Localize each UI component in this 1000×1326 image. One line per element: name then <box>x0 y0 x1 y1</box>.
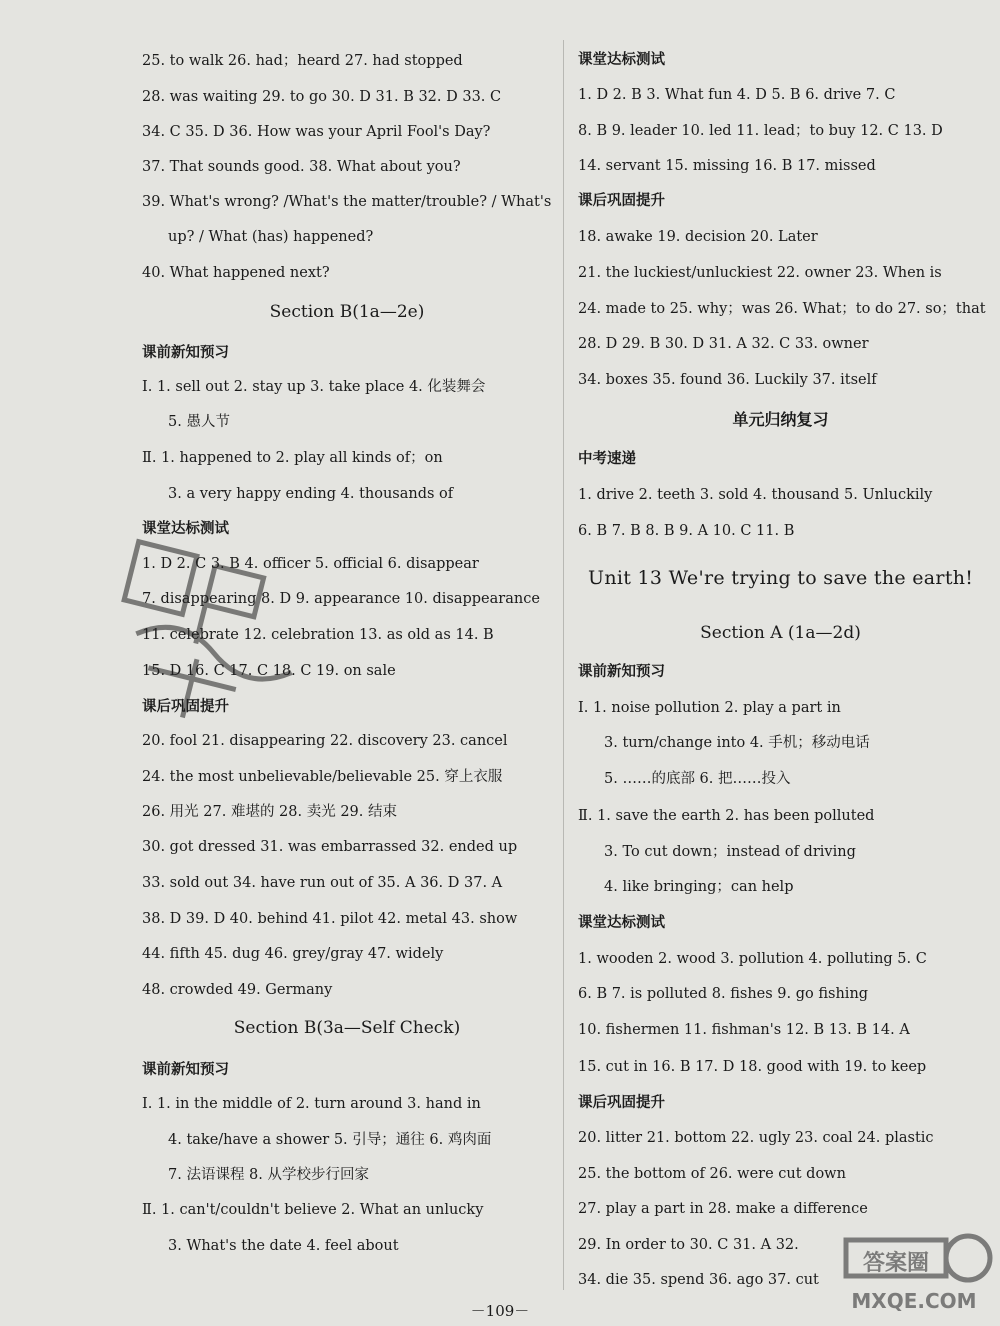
unit-title: Unit 13 We're trying to save the earth! <box>588 567 974 589</box>
answer-line: 24. the most unbelievable/believable 25. 穿上衣服 <box>142 769 503 785</box>
answer-line: 34. boxes 35. found 36. Luckily 37. itself <box>578 372 877 388</box>
answer-line: 1. D 2. C 3. B 4. officer 5. official 6. disappear <box>142 556 479 572</box>
answer-line: 24. made to 25. why；was 26. What；to do 27. so；that <box>578 301 986 317</box>
answer-line: Ⅰ. 1. in the middle of 2. turn around 3. hand in <box>142 1096 481 1112</box>
answer-line: 7. 法语课程 8. 从学校步行回家 <box>168 1167 369 1183</box>
section-heading: 课后巩固提升 <box>578 192 665 209</box>
answer-line: 20. litter 21. bottom 22. ugly 23. coal 24. plastic <box>578 1130 934 1146</box>
section-title: Section A (1a—2d) <box>700 623 861 643</box>
section-heading: 中考速递 <box>578 450 636 467</box>
section-heading: 课后巩固提升 <box>142 698 229 715</box>
answer-line: 10. fishermen 11. fishman's 12. B 13. B 14. A <box>578 1022 910 1038</box>
section-heading: 课前新知预习 <box>578 663 665 680</box>
answer-line: 3. turn/change into 4. 手机；移动电话 <box>604 735 870 751</box>
answer-line: 15. cut in 16. B 17. D 18. good with 19. to keep <box>578 1059 927 1075</box>
section-heading: 课前新知预习 <box>142 344 229 361</box>
answer-line: 1. drive 2. teeth 3. sold 4. thousand 5. Unluckily <box>578 487 933 503</box>
column-divider <box>563 40 564 1290</box>
answer-line: 28. was waiting 29. to go 30. D 31. B 32. D 33. C <box>142 89 502 105</box>
answer-line: 3. a very happy ending 4. thousands of <box>168 486 454 502</box>
answer-line: 7. disappearing 8. D 9. appearance 10. disappearance <box>142 591 540 607</box>
answer-line: 26. 用光 27. 难堪的 28. 卖光 29. 结束 <box>142 804 398 820</box>
section-title: Section B(1a—2e) <box>269 302 425 322</box>
answer-line: 40. What happened next? <box>142 265 330 281</box>
answer-line: 18. awake 19. decision 20. Later <box>578 229 818 245</box>
section-heading: 课堂达标测试 <box>142 520 229 537</box>
answer-line: 38. D 39. D 40. behind 41. pilot 42. metal 43. show <box>142 911 518 927</box>
answer-line: 33. sold out 34. have run out of 35. A 36. D 37. A <box>142 875 503 891</box>
answer-line: Ⅱ. 1. save the earth 2. has been polluted <box>578 808 875 824</box>
answer-line: 20. fool 21. disappearing 22. discovery 23. cancel <box>142 733 508 749</box>
answer-line: up? / What (has) happened? <box>168 229 374 245</box>
answer-line: 44. fifth 45. dug 46. grey/gray 47. widely <box>142 946 444 962</box>
section-heading: 课堂达标测试 <box>578 51 665 68</box>
answer-line: 1. D 2. B 3. What fun 4. D 5. B 6. drive 7. C <box>578 87 896 103</box>
answer-line: Ⅱ. 1. can't/couldn't believe 2. What an unlucky <box>142 1202 484 1218</box>
watermark-label: 答案圈 <box>862 1251 930 1276</box>
answer-line: 37. That sounds good. 38. What about you? <box>142 159 461 175</box>
answer-line: 3. To cut down；instead of driving <box>604 844 856 860</box>
watermark-site: MXQE.COM <box>851 1289 977 1313</box>
answer-line: 14. servant 15. missing 16. B 17. missed <box>578 158 876 174</box>
answer-line: 3. What's the date 4. feel about <box>168 1238 399 1254</box>
page-number: －109－ <box>470 1302 530 1320</box>
answer-line: 6. B 7. B 8. B 9. A 10. C 11. B <box>578 523 795 539</box>
answer-line: 48. crowded 49. Germany <box>142 982 333 998</box>
answer-line: Ⅱ. 1. happened to 2. play all kinds of；on <box>142 450 443 466</box>
answer-line: 39. What's wrong? /What's the matter/trouble? / What's <box>142 194 552 210</box>
answer-line: Ⅰ. 1. noise pollution 2. play a part in <box>578 700 841 716</box>
answer-line: Ⅰ. 1. sell out 2. stay up 3. take place 4. 化装舞会 <box>142 379 486 395</box>
answer-line: 5. ……的底部 6. 把……投入 <box>604 771 791 787</box>
answer-line: 29. In order to 30. C 31. A 32. <box>578 1237 799 1253</box>
answer-line: 27. play a part in 28. make a difference <box>578 1201 868 1217</box>
section-heading: 课前新知预习 <box>142 1061 229 1078</box>
answer-line: 6. B 7. is polluted 8. fishes 9. go fishing <box>578 986 869 1002</box>
section-heading: 课后巩固提升 <box>578 1094 665 1111</box>
answer-line: 4. take/have a shower 5. 引导；通往 6. 鸡肉面 <box>168 1132 492 1148</box>
answer-line: 21. the luckiest/unluckiest 22. owner 23. When is <box>578 265 942 281</box>
answer-line: 28. D 29. B 30. D 31. A 32. C 33. owner <box>578 336 869 352</box>
section-heading: 课堂达标测试 <box>578 914 665 931</box>
answer-line: 25. the bottom of 26. were cut down <box>578 1166 846 1182</box>
answer-line: 15. D 16. C 17. C 18. C 19. on sale <box>142 663 396 679</box>
answer-line: 5. 愚人节 <box>168 414 230 430</box>
answer-line: 30. got dressed 31. was embarrassed 32. ended up <box>142 839 518 855</box>
answer-line: 8. B 9. leader 10. led 11. lead；to buy 12. C 13. D <box>578 123 943 139</box>
section-heading: 单元归纳复习 <box>732 410 829 429</box>
answer-line: 11. celebrate 12. celebration 13. as old as 14. B <box>142 627 494 643</box>
answer-line: 25. to walk 26. had；heard 27. had stopped <box>142 53 463 69</box>
answer-line: 4. like bringing；can help <box>604 879 794 895</box>
section-title: Section B(3a—Self Check) <box>233 1018 461 1038</box>
answer-line: 1. wooden 2. wood 3. pollution 4. polluting 5. C <box>578 951 927 967</box>
answer-line: 34. die 35. spend 36. ago 37. cut <box>578 1272 819 1288</box>
answer-line: 34. C 35. D 36. How was your April Fool's Day? <box>142 124 491 140</box>
stamp-mark-icon <box>78 517 328 752</box>
